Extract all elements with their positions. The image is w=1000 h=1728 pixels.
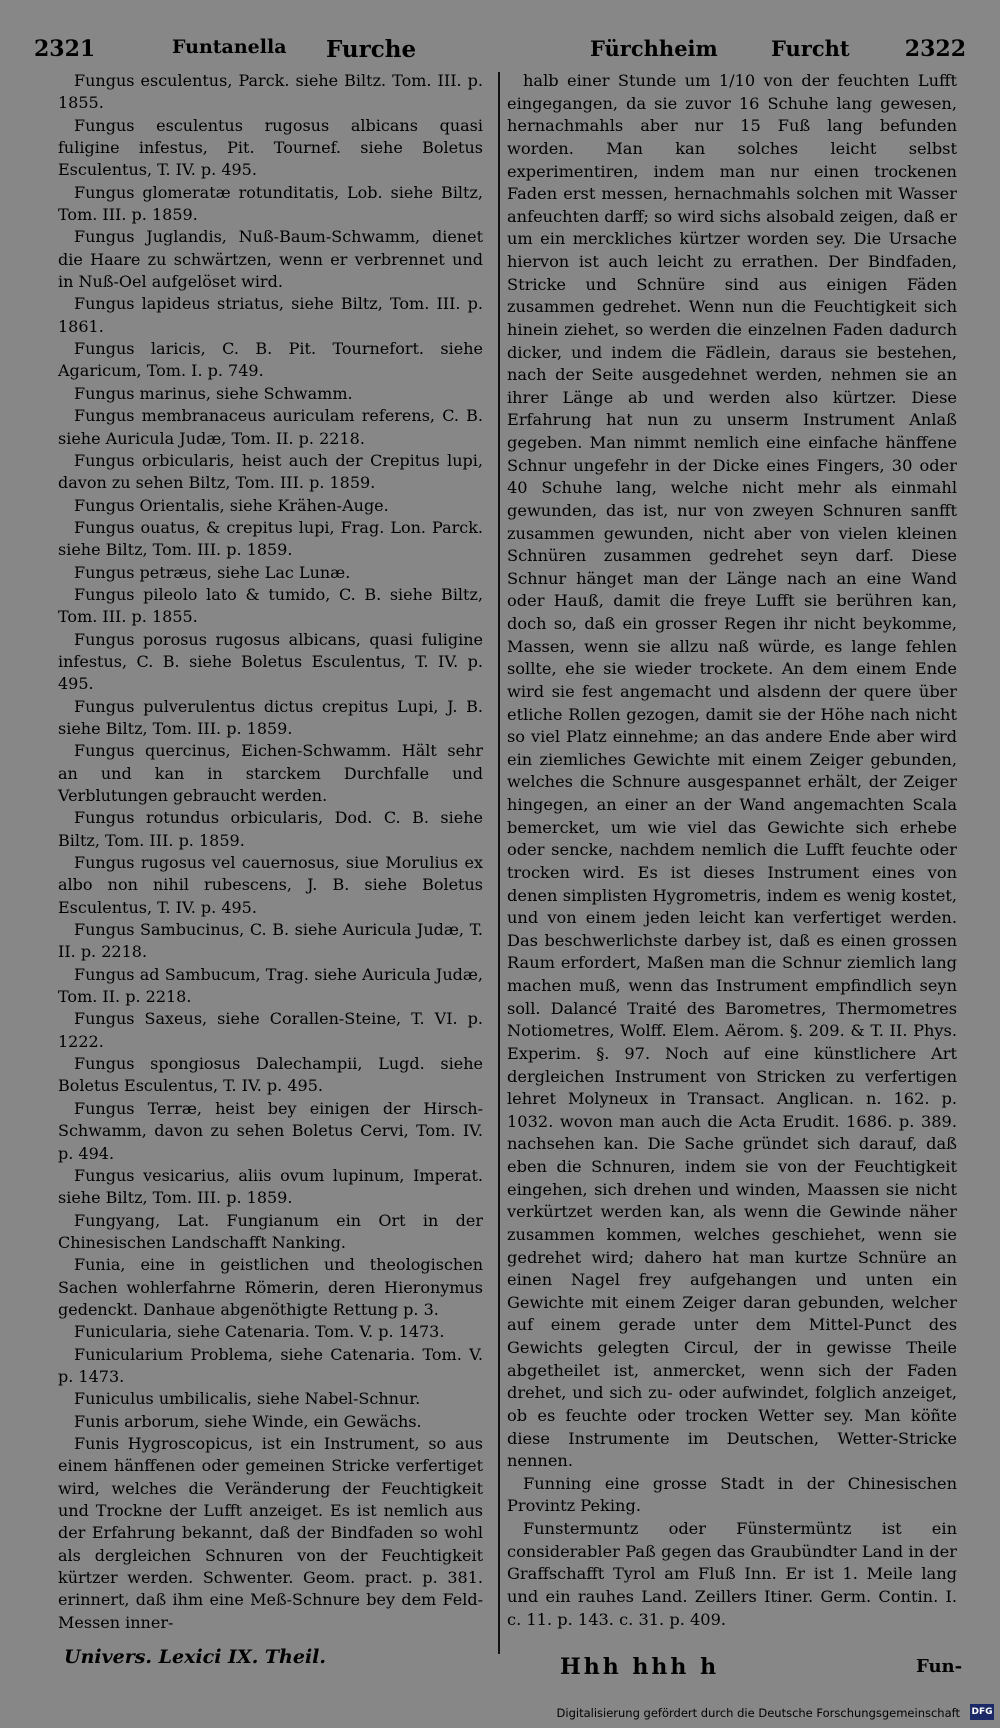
page-header: [34, 36, 966, 66]
right-catchword-2: Furcht: [771, 36, 850, 61]
left-column-entry: Funicularia, siehe Catenaria. Tom. V. p. 1473.: [74, 1322, 445, 1342]
left-column-entry: Fungus spongiosus Dalechampii, Lugd. siehe Boletus Esculentus, T. IV. p. 495.: [58, 1054, 483, 1096]
left-column-entry: Funia, eine in geistlichen und theologischen Sachen wohlerfahrne Römerin, deren Hieronymus gedenckt. Danhaue abgenöthigte Rettung p. 3.: [58, 1255, 483, 1319]
left-column-entry: Fungus esculentus rugosus albicans quasi fuligine infestus, Pit. Tournef. siehe Boletus Esculentus, T. IV. p. 495.: [58, 115, 483, 180]
left-column-entry: Fungus porosus rugosus albicans, quasi fuligine infestus, C. B. siehe Boletus Esculentus, T. IV. p. 495.: [58, 629, 483, 694]
left-column: [58, 70, 483, 1634]
left-catchword-1: Funtanella: [172, 36, 287, 58]
left-column-entry: Fungus Terræ, heist bey einigen der Hirsch-Schwamm, davon zu sehen Boletus Cervi, Tom. IV. p. 494.: [58, 1098, 483, 1163]
left-column-entry: Fungus rotundus orbicularis, Dod. C. B. siehe Biltz, Tom. III. p. 1859.: [58, 808, 483, 850]
left-column-entry: Fungus laricis, C. B. Pit. Tournefort. siehe Agaricum, Tom. I. p. 749.: [58, 339, 483, 381]
left-column-entry: Fungus Juglandis, Nuß-Baum-Schwamm, dienet die Haare zu schwärtzen, wenn er verbrennet und in Nuß-Oel aufgelöset wird.: [58, 227, 483, 292]
left-column-entry: Fungus vesicarius, aliis ovum lupinum, Imperat. siehe Biltz, Tom. III. p. 1859.: [58, 1165, 483, 1208]
left-page-number: 2321: [34, 36, 96, 62]
left-column-entry: Fungus pileolo lato & tumido, C. B. siehe Biltz, Tom. III. p. 1855.: [58, 584, 483, 627]
left-column-entry: Fungus membranaceus auriculam referens, C. B. siehe Auricula Judæ, Tom. II. p. 2218.: [58, 406, 483, 448]
right-page-number: 2322: [904, 36, 966, 62]
left-column-entry: Funicularium Problema, siehe Catenaria. Tom. V. p. 1473.: [58, 1344, 483, 1386]
left-column-entry: Fungus Saxeus, siehe Corallen-Steine, T. VI. p. 1222.: [58, 1009, 483, 1051]
catchword: Fun-: [916, 1656, 963, 1677]
left-column-entry: Fungus marinus, siehe Schwamm.: [74, 383, 353, 403]
left-column-entry: Fungus ad Sambucum, Trag. siehe Auricula Judæ, Tom. II. p. 2218.: [58, 964, 483, 1007]
left-column-entry: Funis Hygroscopicus, ist ein Instrument, so aus einem hänffenen oder gemeinen Stricke verfertiget wird, welches die Veränderung der Feuchtigkeit und Trockne der Lufft anzeiget. Es ist nemlich aus der Erfahrung bekannt, daß der Bindfaden so wohl als dergleichen Schnuren von der Feuchtigkeit kürtzer werden. Schwenter. Geom. pract. p. 381. erinnert, daß ihm eine Meß-Schnure bey dem Feld-Messen inner-: [58, 1433, 483, 1632]
left-column-entry: Fungus esculentus, Parck. siehe Biltz. Tom. III. p. 1855.: [58, 71, 483, 113]
left-column-entry: Funiculus umbilicalis, siehe Nabel-Schnur.: [74, 1389, 421, 1409]
left-column-entry: Funis arborum, siehe Winde, ein Gewächs.: [74, 1411, 422, 1431]
left-catchword-2: Furche: [326, 36, 417, 63]
left-column-entry: Fungus quercinus, Eichen-Schwamm. Hält sehr an und kan in starckem Durchfalle und Verblutungen gebraucht werden.: [58, 741, 483, 805]
right-catchword-1: Fürchheim: [590, 36, 718, 61]
volume-footer: Univers. Lexici IX. Theil.: [64, 1646, 327, 1668]
left-column-entry: Fungus pulverulentus dictus crepitus Lupi, J. B. siehe Biltz, Tom. III. p. 1859.: [58, 696, 483, 738]
left-column-entry: Fungus glomeratæ rotunditatis, Lob. siehe Biltz, Tom. III. p. 1859.: [58, 182, 483, 225]
signature-mark: Hhh hhh h: [560, 1654, 720, 1680]
left-column-entry: Fungus rugosus vel cauernosus, siue Morulius ex albo non nihil rubescens, J. B. siehe Boletus Esculentus, T. IV. p. 495.: [58, 853, 483, 917]
right-column-entry: Funning eine grosse Stadt in der Chinesischen Provintz Peking.: [507, 1473, 957, 1516]
right-column-entry: halb einer Stunde um 1/10 von der feuchten Lufft eingegangen, da sie zuvor 16 Schuhe lang gewesen, hernachmahls aber nur 15 Fuß lang befunden worden. Man kan solches leicht selbst experimentiren, indem man nur einen trockenen Faden erst messen, hernachmahls solchen mit Wasser anfeuchten darff; so wird sichs alsobald zeigen, daß er um ein merckliches kürtzer worden sey. Die Ursache hiervon ist auch leicht zu errathen. Der Bindfaden, Stricke und Schnüre sind aus einigen Fäden zusammen gedrehet. Wenn nun die Feuchtigkeit sich hinein ziehet, so werden die einzelnen Faden dadurch dicker, und indem die Fädlein, daraus sie bestehen, nach der Seite ausgedehnet werden, nehmen sie an ihrer Länge ab und werden also kürtzer. Diese Erfahrung hat nun zu unserm Instrument Anlaß gegeben. Man nimmt nemlich eine einfache hänffene Schnur ungefehr in der Dicke eines Fingers, 30 oder 40 Schuhe lang, welche nicht mehr als einmahl gewunden, das ist, nur von zweyen Schnuren sanfft zusammen gewunden, nicht aber von vielen kleinen Schnüren zusammen gedrehet seyn darf. Diese Schnur hänget man der Länge nach an eine Wand oder Hauß, damit die freye Lufft sie berühren kan, doch so, daß ein grosser Regen ihr nicht beykomme, Massen, wenn sie allzu naß würde, es lange fehlen sollte, ehe sie wieder trockete. An dem einem Ende wird sie fest angemacht und alsdenn der quere über etliche Rollen gezogen, damit sie der Höhe nach nicht so viel Platz einnehme; an das andere Ende aber wird ein ziemliches Gewichte mit einem Zeiger gebunden, welches die Schnure ausgespannet erhält, der Zeiger hingegen, an einer an der Wand angemachten Scala bemercket, um wie viel das Gewichte sich erhebe oder sencke, nachdem nemlich die Lufft feuchte oder trocken wird. Es ist dieses Instrument eines von denen simplisten Hygrometris, indem es wenig kostet, und von einem jeden leicht kan verfertiget werden. Das beschwerlichste darbey ist, daß es einen grossen Raum erfordert, Maßen man die Schnur ziemlich lang machen muß, wenn das Instrument empfindlich seyn soll. Dalancé Traité des Barometres, Thermometres Notiometres, Wolff. Elem. Aërom. §. 209. & T. II. Phys. Experim. §. 97. Noch auf eine künstlichere Art dergleichen Instrument von Stricken zu verfertigen lehret Molyneux in Transact. Anglican. n. 162. p. 1032. wovon man auch die Acta Erudit. 1686. p. 389. nachsehen kan. Die Sache gründet sich darauf, daß eben die Schnuren, indem sie von der Feuchtigkeit eingehen, sich drehen und winden, Maassen sie nicht verkürtzet werden kan, als wenn die Gewinde näher zusammen kommen, welches geschiehet, wenn sie gedrehet wird; dahero hat man kurtze Schnüre an einen Nagel frey aufgehangen und unten ein Gewichte mit einem Zeiger daran gebunden, welcher auf einem gerade unter dem Mittel-Punct des Gewichts gelegten Circul, der in gewisse Theile abgetheilet ist, anmercket, wenn sich der Faden drehet, und sich zu- oder aufwindet, folglich anzeiget, ob es feuchte oder trocken Wetter sey. Man köñte diese Instrumente im Deutschen, Wetter-Stricke nennen.: [507, 71, 957, 1471]
right-column: [507, 70, 957, 1631]
digitization-credit: Digitalisierung gefördert durch die Deutsche Forschungsgemeinschaft: [556, 1706, 960, 1720]
dfg-logo: DFG: [970, 1704, 994, 1720]
left-column-entry: Fungus ouatus, & crepitus lupi, Frag. Lon. Parck. siehe Biltz, Tom. III. p. 1859.: [58, 517, 483, 560]
left-column-entry: Fungyang, Lat. Fungianum ein Ort in der Chinesischen Landschafft Nanking.: [58, 1210, 483, 1252]
left-column-entry: Fungus lapideus striatus, siehe Biltz, Tom. III. p. 1861.: [58, 294, 483, 336]
column-divider: [498, 72, 500, 1654]
left-column-entry: Fungus orbicularis, heist auch der Crepitus lupi, davon zu sehen Biltz, Tom. III. p. 1859.: [58, 450, 483, 493]
right-column-entry: Funstermuntz oder Fünstermüntz ist ein considerabler Paß gegen das Graubündter Land in der Graffschafft Tyrol am Fluß Inn. Er ist 1. Meile lang und ein rauhes Land. Zeillers Itiner. Germ. Contin. I. c. 11. p. 143. c. 31. p. 409.: [507, 1519, 957, 1629]
left-column-entry: Fungus Orientalis, siehe Krähen-Auge.: [74, 495, 389, 515]
left-column-entry: Fungus Sambucinus, C. B. siehe Auricula Judæ, T. II. p. 2218.: [58, 920, 483, 962]
left-column-entry: Fungus petræus, siehe Lac Lunæ.: [74, 562, 351, 582]
